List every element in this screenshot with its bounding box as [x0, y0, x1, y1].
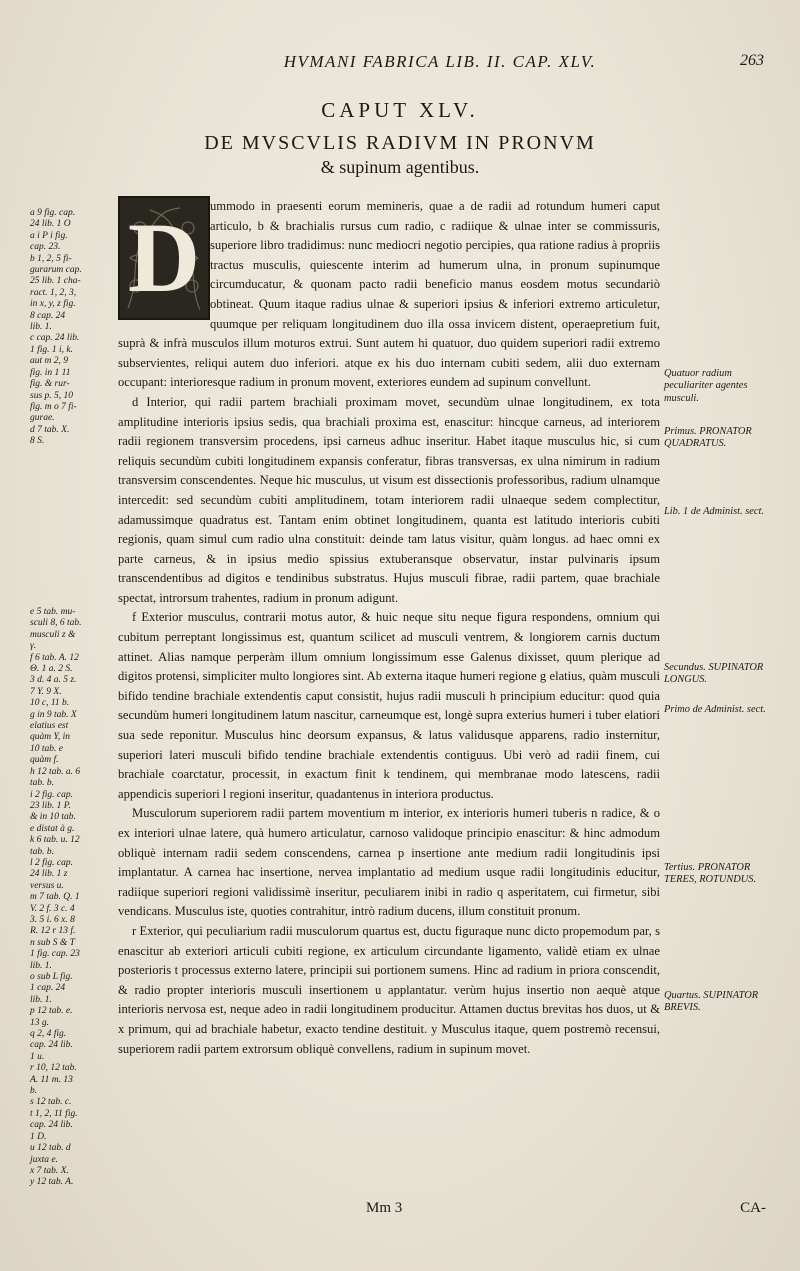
margin-note-line	[30, 482, 104, 493]
margin-note-line: a i P i fig.	[30, 230, 68, 241]
margin-note-line: k 6 tab. u. 12	[30, 835, 80, 846]
margin-note-line: in x, y, z fig.	[30, 299, 76, 310]
margin-note-line: a 9 fig. cap.	[30, 208, 76, 218]
margin-note-line: 25 lib. 1 cha-	[30, 276, 81, 287]
margin-note-line: sculi 8, 6 tab.	[30, 618, 82, 629]
margin-note-line: sus p. 5, 10	[30, 390, 74, 401]
margin-note-line	[30, 527, 104, 538]
margin-note-line: s 12 tab. c.	[30, 1097, 72, 1108]
margin-note-line: versus u.	[30, 880, 64, 891]
margin-note-line: g in 9 tab. X	[30, 709, 77, 720]
initial-letter: D	[127, 202, 201, 313]
paragraph-4: Musculorum superiorem radii partem moventium m interior, ex interioris humeri tuberis n radice, & o ex interiori ulnae latere, quà humero articulatur, carnoso validoque principio enascitur: & hinc admodum obliquè internam radii sedem conscendens, carnea p insertione ante medium radii longitudinis ipsi implantatur. A carnea hac insertione, nervea implantatio ad medium usque radii longitudinis educitur, radiique superiori regioni validissimè inseritur, peculiarem inibi in radio q asperitatem, cui firmetur, sibi vendicans. Musculus iste, quoties contrahitur, intrò radium ducens, illum constituit pronum.	[118, 806, 660, 919]
margin-note-line: gurae.	[30, 413, 55, 424]
catchword: CA-	[740, 1200, 766, 1216]
decorated-initial	[118, 196, 210, 320]
margin-note-line: 23 lib. 1 P.	[30, 800, 71, 811]
margin-note-quatuor: Quatuor radium peculiariter agentes musculi.	[664, 368, 748, 404]
margin-note-line: y 12 tab. A.	[30, 1177, 74, 1188]
margin-note-line: 7 Y. 9 X.	[30, 686, 62, 697]
margin-note-line	[30, 550, 104, 561]
margin-note-line: ract. 1, 2, 3,	[30, 287, 77, 298]
chapter-title: CAPUT XLV.	[321, 98, 479, 122]
margin-note-line: r 10, 12 tab.	[30, 1063, 77, 1074]
left-margin-notes	[30, 208, 104, 1189]
margin-note-line: 3. 5 i. 6 x. 8	[30, 914, 75, 925]
margin-note-line: q 2, 4 fig.	[30, 1029, 67, 1040]
margin-note-line: cap. 24 lib.	[30, 1120, 73, 1131]
margin-note-line: n sub S & T	[30, 937, 75, 948]
main-text	[118, 197, 660, 1059]
margin-note-line	[30, 504, 104, 515]
paragraph-2: d Interior, qui radii partem brachiali proximam movet, secundùm ulnae longitudinem, ex tota amplitudine interioris ipsius sedis, qua brachiali proxima est, enascitur: hincque carneus, ad interiorem radii regionem transversim procedens, ipsi carneus adhuc inseritur. Habet itaque musculus hic, si cum reliquis secundùm cubiti longitudinem expansis conferatur, fibras transversas, ex ulna nimirum in radium transversim conscendentes. Neque hic musculus, ut visum est dissectionis professoribus, radium ulnamque intercedit: sed secundùm cubiti amplitudinem, totam interiorem radii ulnaeque sedem complectitur, adamussimque quadratus est. Tantam enim obtinet longitudinem, quanta est latitudo interioris cubiti regionis, quam simul cum radio ulna constituit: deinde tam latus visitur, quàm longus. ad haec omni ex parte carneus, & in ipsius medio spissius extuberansque observatur, instar pulvinaris ipsum transcendentibus ad digitos e tendinibus substratus. Hujus musculi fibrae, radii partem, quae brachiale spectat, introrsum trahentes, radium in pronum adigunt.	[118, 394, 660, 605]
margin-note-line: 1 u.	[30, 1051, 45, 1062]
margin-note-primo-admin: Primo de Administ. sect.	[664, 704, 766, 715]
margin-note-line	[30, 459, 104, 470]
margin-note-line: lib. 1.	[30, 322, 52, 333]
chapter-subtitle: DE MVSCVLIS RADIVM IN PRONVM	[204, 132, 596, 154]
margin-note-line: 3 d. 4 a. 5 z.	[30, 675, 77, 686]
margin-note-secundus: Secundus. SUPINATOR LONGUS.	[664, 662, 764, 686]
margin-note-quartus: Quartus. SUPINATOR BREVIS.	[664, 990, 759, 1014]
margin-note-line	[30, 573, 104, 584]
margin-note-line: x 7 tab. X.	[30, 1165, 69, 1176]
margin-note-line: 13 g.	[30, 1017, 49, 1028]
margin-note-line: m 7 tab. Q. 1	[30, 892, 80, 903]
margin-note-primus: Primus. PRONATOR QUADRATUS.	[664, 426, 752, 450]
margin-note-line	[30, 470, 104, 481]
margin-note-line: R. 12 r 13 f.	[30, 926, 76, 937]
paragraph-1: ummodo in praesenti eorum memineris, quae a de radii ad rotundum humeri caput articulo, b & brachialis rursus cum radio, c radiique & ulnae inter se commissuris, superiore libro tradidimus: nunc mediocri negotio percipies, qua ratione radius à propriis tractus musculis, quiescente interim ad humerum ulna, in pronum supinumque circumducatur, & quonam pacto radii beneficio manus eosdem motus secundariò obtineat. Quum itaque radius ulnae & superiori ipsius & inferiori extremo articuletur, quumque per reliquam longitudinem duo illa ossa invicem distent, operaepretium fuit, suprà & infrà musculos illum moturos extrui. Sunt autem hi quatuor, duo quidem superiori radii extremo subservientes, reliqui autem duo inferiori. atque ex his duo internam cubiti sedem, alii duo externam occupant: interioresque radium in pronum movent, exteriores eundem ad supinum convellunt.	[118, 199, 660, 390]
margin-note-line: c cap. 24 lib.	[30, 333, 80, 344]
margin-note-line: gurarum cap.	[30, 265, 82, 276]
margin-note-line: h 12 tab. a. 6	[30, 766, 81, 777]
margin-note-line	[30, 539, 104, 550]
margin-note-line: fig. & rur-	[30, 379, 70, 390]
margin-note-line: Θ. 1 a. 2 S.	[30, 664, 73, 675]
margin-note-line: musculi z &	[30, 629, 76, 640]
page-number: 263	[740, 52, 764, 69]
margin-note-line: 1 D.	[30, 1131, 47, 1142]
margin-note-line: V. 2 f. 3 c. 4	[30, 903, 75, 914]
running-head: HVMANI FABRICA LIB. II. CAP. XLV.	[283, 52, 597, 71]
margin-note-line: b 1, 2, 5 fi-	[30, 253, 72, 264]
margin-note-line	[30, 584, 104, 595]
chapter-subtitle-continued: & supinum agentibus.	[320, 157, 480, 177]
paragraph-5: r Exterior, qui peculiarium radii musculorum quartus est, ductu figuraque nunc dicto propemodum par, s enascitur ab exteriori articuli cubiti regione, ex articulum circundante ligamento, validè etiam ex ulnae posterioris t processus externo latere, principii sui portionem sumens. Hinc ad radium in priora conscendit, & radio propter interioris musculi insertionem u applantatur. verùm hujus insertio non aequè atque interioris nervosa est, neque adeo in radii longitudinem producitur. Attamen ductus brevitas hos duos, ut & x primum, qui ad brachiale habetur, exacto tendine destituit. y Musculus itaque, quem postremò recensui, superiorem radii partem extrorsum obliquè convellens, radium in supinum movet.	[118, 923, 660, 1056]
margin-note-line: 1 fig. 1 i, k.	[30, 344, 74, 355]
margin-note-line: 1 cap. 24	[30, 983, 66, 994]
margin-note-line: t 1, 2, 11 fig.	[30, 1108, 78, 1119]
margin-note-line: 8 S.	[30, 436, 45, 447]
margin-note-line: f 6 tab. A. 12	[30, 652, 79, 663]
margin-note-line: e 5 tab. mu-	[30, 607, 76, 617]
margin-note-lib-ref: Lib. 1 de Administ. sect.	[664, 506, 764, 517]
margin-note-line: fig. in 1 11	[30, 367, 71, 378]
margin-note-line: 10 tab. e	[30, 743, 63, 754]
margin-note-line: A. 11 m. 13	[30, 1074, 73, 1085]
signature-mark: Mm 3	[366, 1200, 403, 1216]
margin-note-tertius: Tertius. PRONATOR TERES, ROTUNDUS.	[664, 862, 757, 886]
margin-note-line: quàm f.	[30, 755, 59, 766]
margin-note-line: lib. 1.	[30, 960, 52, 971]
margin-note-line: tab. b.	[30, 846, 55, 857]
margin-note-line: 1 fig. cap. 23	[30, 949, 80, 960]
margin-note-line: b.	[30, 1086, 38, 1097]
margin-note-line	[30, 596, 104, 607]
margin-note-line: quàm Y, in	[30, 732, 71, 743]
margin-note-line: γ.	[30, 641, 37, 652]
margin-note-line: 8 cap. 24	[30, 310, 66, 321]
margin-note-line: 24 lib. 1 O	[30, 219, 71, 230]
margin-note-line: juxta e.	[30, 1154, 58, 1165]
margin-note-line: e distat à g.	[30, 823, 75, 834]
margin-note-line: o sub L fig.	[30, 972, 73, 982]
margin-note-line: cap. 24 lib.	[30, 1040, 73, 1051]
margin-note-line: aut m 2, 9	[30, 356, 68, 367]
margin-note-line: d 7 tab. X.	[30, 424, 70, 435]
margin-note-line	[30, 561, 104, 572]
margin-note-line: fig. m o 7 fi-	[30, 401, 77, 412]
margin-note-line: 10 c, 11 b.	[30, 698, 70, 709]
margin-note-line	[30, 516, 104, 527]
margin-note-line: p 12 tab. e.	[30, 1006, 73, 1017]
margin-note-line: elatius est	[30, 721, 69, 732]
margin-note-line: cap. 23.	[30, 242, 61, 253]
margin-note-line: i 2 fig. cap.	[30, 789, 74, 800]
paragraph-3: f Exterior musculus, contrarii motus autor, & huic neque situ neque figura respondens, omnium qui cubitum perreptant longissimus est, quantum scilicet ad musculi ventrem, & longiorem carnis ductum attinet. Alias namque perperàm illum omnium longissimum esse Galenus dixisset, quum plerique ad digitos protensi, simpliciter multo longiores sint. Ab externa itaque humeri regione g elatius, quàm musculi bifido tendine brachiale extendentis caput consistit, hujus radii musculi h principium educitur: quod quia secundùm humeri longitudinem latum nascitur, carneumque est, longè supra exterius humeri i tuber elatiori sua sede reponitur. Musculus hinc deorsum expansus, & latus validusque apparens, radio insternitur, superiori lateri musculi bifido tendine brachiale extendentis contiguus. Ubi verò ad radii finem, cui brachiale coarctatur, processit, in exactum finit k tendinem, qui membranae modo latescens, radii appendicis superiori l regioni inseritur, quadantenus in interiora productus.	[118, 610, 660, 801]
margin-note-line: u 12 tab. d	[30, 1143, 71, 1154]
margin-note-line: 24 lib. 1 z	[30, 869, 68, 880]
margin-note-line: lib. 1.	[30, 994, 52, 1005]
margin-note-line: & in 10 tab.	[30, 812, 76, 823]
margin-note-line: l 2 fig. cap.	[30, 857, 74, 868]
margin-note-line: tab. b.	[30, 778, 55, 789]
margin-note-line	[30, 493, 104, 504]
margin-note-line	[30, 448, 104, 459]
